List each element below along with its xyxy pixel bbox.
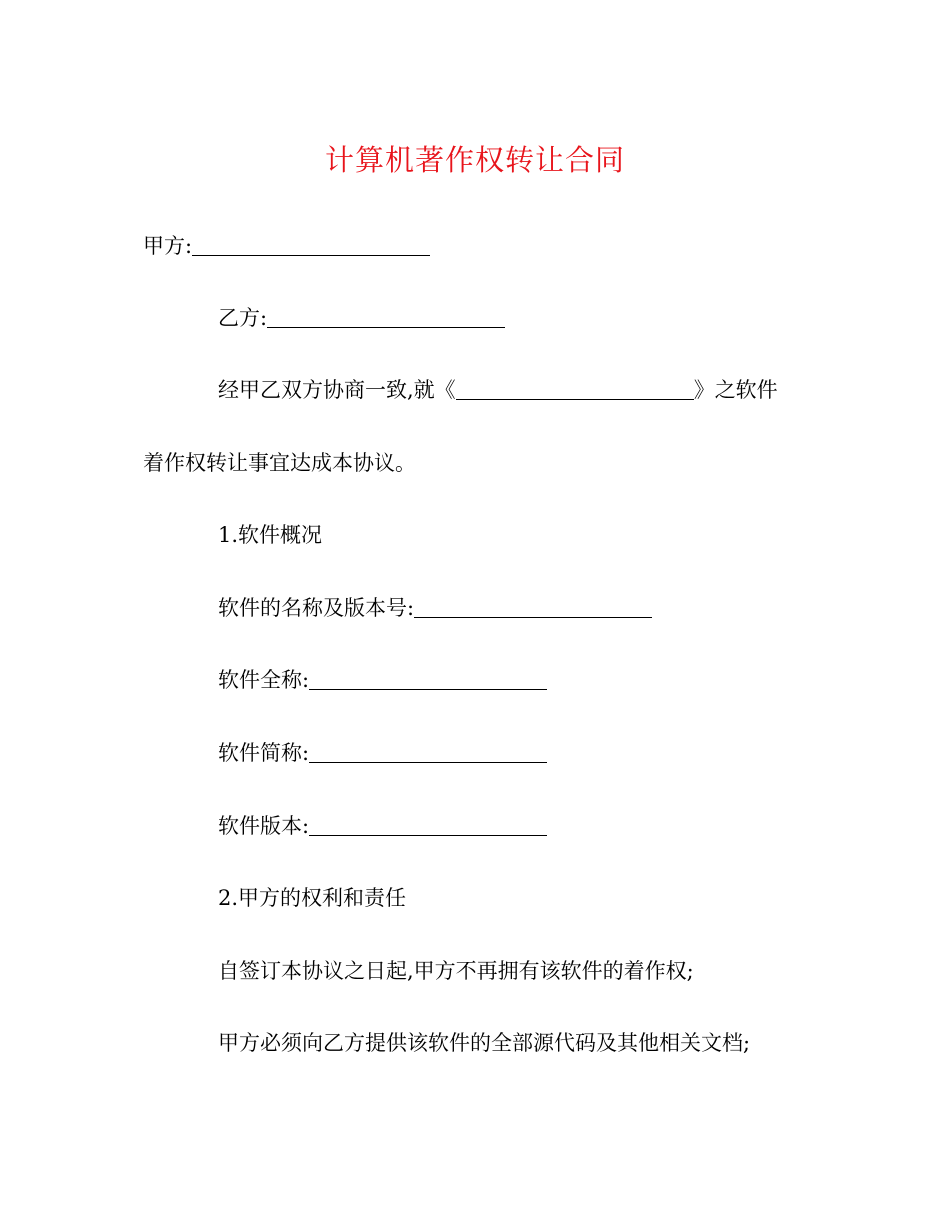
- party-b-line: [218, 302, 505, 334]
- software-full-name-label: 软件全称:: [218, 668, 310, 692]
- document-title: 计算机著作权转让合同: [324, 143, 625, 177]
- software-name-version-blank: [414, 597, 652, 618]
- section-2-heading: 2.甲方的权利和责任: [218, 886, 407, 910]
- software-title-blank: [456, 379, 694, 400]
- software-version-blank: [309, 815, 547, 836]
- intro-line-1: [218, 374, 778, 406]
- party-a-blank: [192, 235, 430, 256]
- intro-text-1: 经甲乙双方协商一致,就《: [218, 378, 456, 402]
- party-a-label: 甲方:: [143, 234, 193, 258]
- software-short-name-label: 软件简称:: [218, 741, 310, 765]
- software-full-name-line: [218, 664, 547, 696]
- clause-2b: 甲方必须向乙方提供该软件的全部源代码及其他相关文档;: [218, 1031, 751, 1055]
- software-version-label: 软件版本:: [218, 814, 310, 838]
- clause-2a: 自签订本协议之日起,甲方不再拥有该软件的着作权;: [218, 959, 694, 983]
- software-name-version-line: [218, 592, 652, 624]
- party-b-blank: [267, 307, 505, 328]
- software-short-name-blank: [309, 742, 547, 763]
- party-a-line: [143, 230, 430, 262]
- software-short-name-line: [218, 737, 547, 769]
- software-version-line: [218, 810, 547, 842]
- intro-text-2: 》之软件: [693, 378, 778, 402]
- intro-line-2: 着作权转让事宜达成本协议。: [143, 451, 416, 475]
- section-1-heading: 1.软件概况: [218, 523, 323, 547]
- software-name-version-label: 软件的名称及版本号:: [218, 596, 415, 620]
- party-b-label: 乙方:: [218, 306, 268, 330]
- software-full-name-blank: [309, 669, 547, 690]
